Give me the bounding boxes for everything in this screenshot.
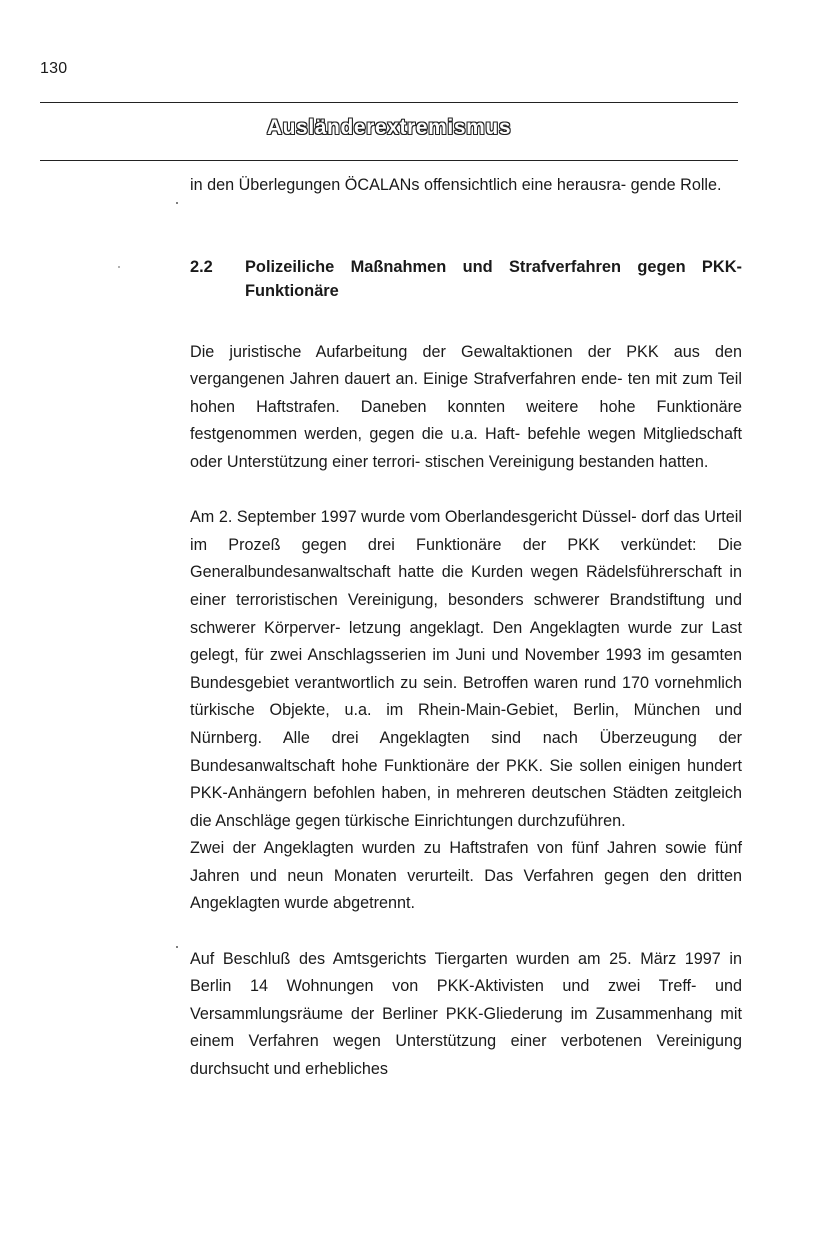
paragraph-4: Auf Beschluß des Amtsgerichts Tiergarten wurden am 25. März 1997 in Berlin 14 Wohnungen von PKK-Aktivisten und zwei Treff- und Versammlungsräume der Berliner PKK-Gliederung im Zusammenhang mit einem Verfahren wegen Unterstützung einer verbotenen Vereinigung durchsucht und erhebliches	[190, 949, 742, 1079]
scan-speck	[118, 266, 120, 268]
paragraph-3: Zwei der Angeklagten wurden zu Haftstrafen von fünf Jahren sowie fünf Jahren und neun Monaten verurteilt. Das Verfahren gegen den dritten Angeklagten wurde abgetrennt.	[190, 839, 742, 913]
paragraph-2: Am 2. September 1997 wurde vom Oberlandesgericht Düssel- dorf das Urteil im Prozeß gegen drei Funktionäre der PKK verkündet: Die Generalbundesanwaltschaft hatte die Kurden wegen Rädelsführerschaft in einer terroristischen Vereinigung, besonders schwerer Brandstiftung und schwerer Körperver- letzung angeklagt. Den Angeklagten wurde zur Last gelegt, für zwei Anschlagsserien im Juni und November 1993 im gesamten Bundesgebiet verantwortlich zu sein. Betroffen waren rund 170 vornehmlich türkische Objekte, u.a. im Rhein-Main-Gebiet, Berlin, München und Nürnberg. Alle drei Angeklagten sind nach Überzeugung der Bundesanwaltschaft hohe Funktionäre der PKK. Sie sollen einigen hundert PKK-Anhängern befohlen haben, in mehreren deutschen Städten zeitgleich die Anschläge gegen türkische Einrichtungen durchzuführen.	[190, 508, 743, 830]
continuation-paragraph: in den Überlegungen ÖCALANs offensichtlich eine herausra- gende Rolle.	[190, 176, 722, 194]
header-rule-bottom	[40, 160, 738, 161]
header-rule-top	[40, 102, 738, 103]
page-number: 130	[40, 60, 68, 77]
running-head: Ausländerextremismus	[266, 116, 512, 139]
scan-speck	[176, 202, 178, 204]
section-number: 2.2	[190, 257, 213, 276]
paragraph-1: Die juristische Aufarbeitung der Gewaltaktionen der PKK aus den vergangenen Jahren dauert an. Einige Strafverfahren ende- ten mit zum Teil hohen Haftstrafen. Daneben konnten weitere hohe Funktionäre festgenommen werden, gegen die u.a. Haft- befehle wegen Mitgliedschaft oder Unterstützung einer terrori- stischen Vereinigung bestanden hatten.	[190, 342, 742, 471]
scan-speck	[176, 946, 178, 948]
body-text	[190, 172, 742, 1084]
section-title: Polizeiliche Maßnahmen und Strafverfahren gegen PKK-Funktionäre	[245, 257, 742, 300]
section-heading	[190, 255, 742, 303]
